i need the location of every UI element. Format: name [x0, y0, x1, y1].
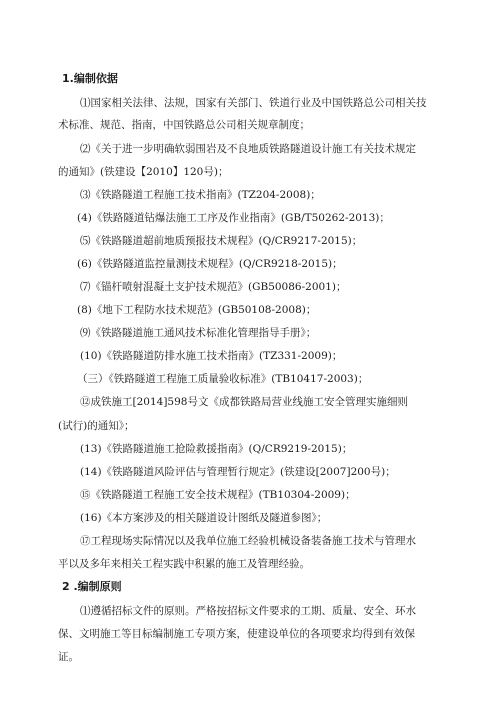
basis-line: (6)《铁路隧道监控量测技术规程》(Q/CR9218-2015)；: [77, 258, 343, 270]
basis-line: ⑶《铁路隧道工程施工技术指南》(TZ204-2008)；: [80, 189, 321, 201]
basis-line: ⑰工程现场实际情况以及我单位施工经验机械设备装备施工技术与管理水: [80, 535, 416, 547]
basis-line: ⑸《铁路隧道超前地质预报技术规程》(Q/CR9217-2015)；: [80, 235, 363, 247]
principles-line: 保、文明施工等目标编制施工专项方案，使建设单位的各项要求均得到有效保: [58, 628, 415, 640]
basis-line: （三）《铁路隧道工程施工质量验收标准》(TB10417-2003)；: [77, 373, 369, 385]
basis-line: ⑼《铁路隧道施工通风技术标准化管理指导手册》；: [80, 327, 317, 339]
basis-line: (14)《铁路隧道风险评估与管理暂行规定》(铁建设[2007]200号)；: [80, 466, 396, 478]
section-heading-basis: 1.编制依据: [62, 72, 118, 85]
basis-line: (试行)的通知》；: [58, 420, 135, 432]
basis-line: ⑮《铁路隧道工程施工安全技术规程》(TB10304-2009)；: [80, 489, 356, 501]
basis-line: 的通知》(铁建设【2010】120号)；: [58, 166, 229, 178]
basis-line: ⑺《锚杆喷射混凝土支护技术规范》(GB50086-2001)；: [80, 281, 347, 293]
principles-line: ⑴遵循招标文件的原则。严格按招标文件要求的工期、质量、安全、环水: [80, 605, 416, 617]
basis-line: (8)《地下工程防水技术规范》(GB50108-2008)；: [77, 304, 317, 316]
basis-line: ⑫成铁施工[2014]598号文《成都铁路局营业线施工安全管理实施细则: [80, 396, 408, 408]
principles-line: 证。: [58, 651, 79, 663]
basis-line: ⑵《关于进一步明确软弱围岩及不良地质铁路隧道设计施工有关技术规定: [80, 143, 416, 155]
basis-line: 平以及多年来相关工程实践中积累的施工及管理经验。: [58, 558, 310, 570]
basis-line: (13)《铁路隧道施工抢险救援指南》(Q/CR9219-2015)；: [80, 443, 353, 455]
basis-line: ⑴国家相关法律、法规，国家有关部门、铁道行业及中国铁路总公司相关技: [80, 97, 427, 109]
basis-line: (16)《本方案涉及的相关隧道设计图纸及隧道参图》；: [80, 512, 328, 524]
section-heading-principles: 2 .编制原则: [62, 580, 122, 593]
basis-line: (4)《铁路隧道钻爆法施工工序及作业指南》(GB/T50262-2013)；: [77, 212, 390, 224]
basis-line: (10)《铁路隧道防排水施工技术指南》(TZ331-2009)；: [80, 350, 343, 362]
basis-line: 术标准、规范、指南，中国铁路总公司相关规章制度；: [58, 119, 310, 131]
